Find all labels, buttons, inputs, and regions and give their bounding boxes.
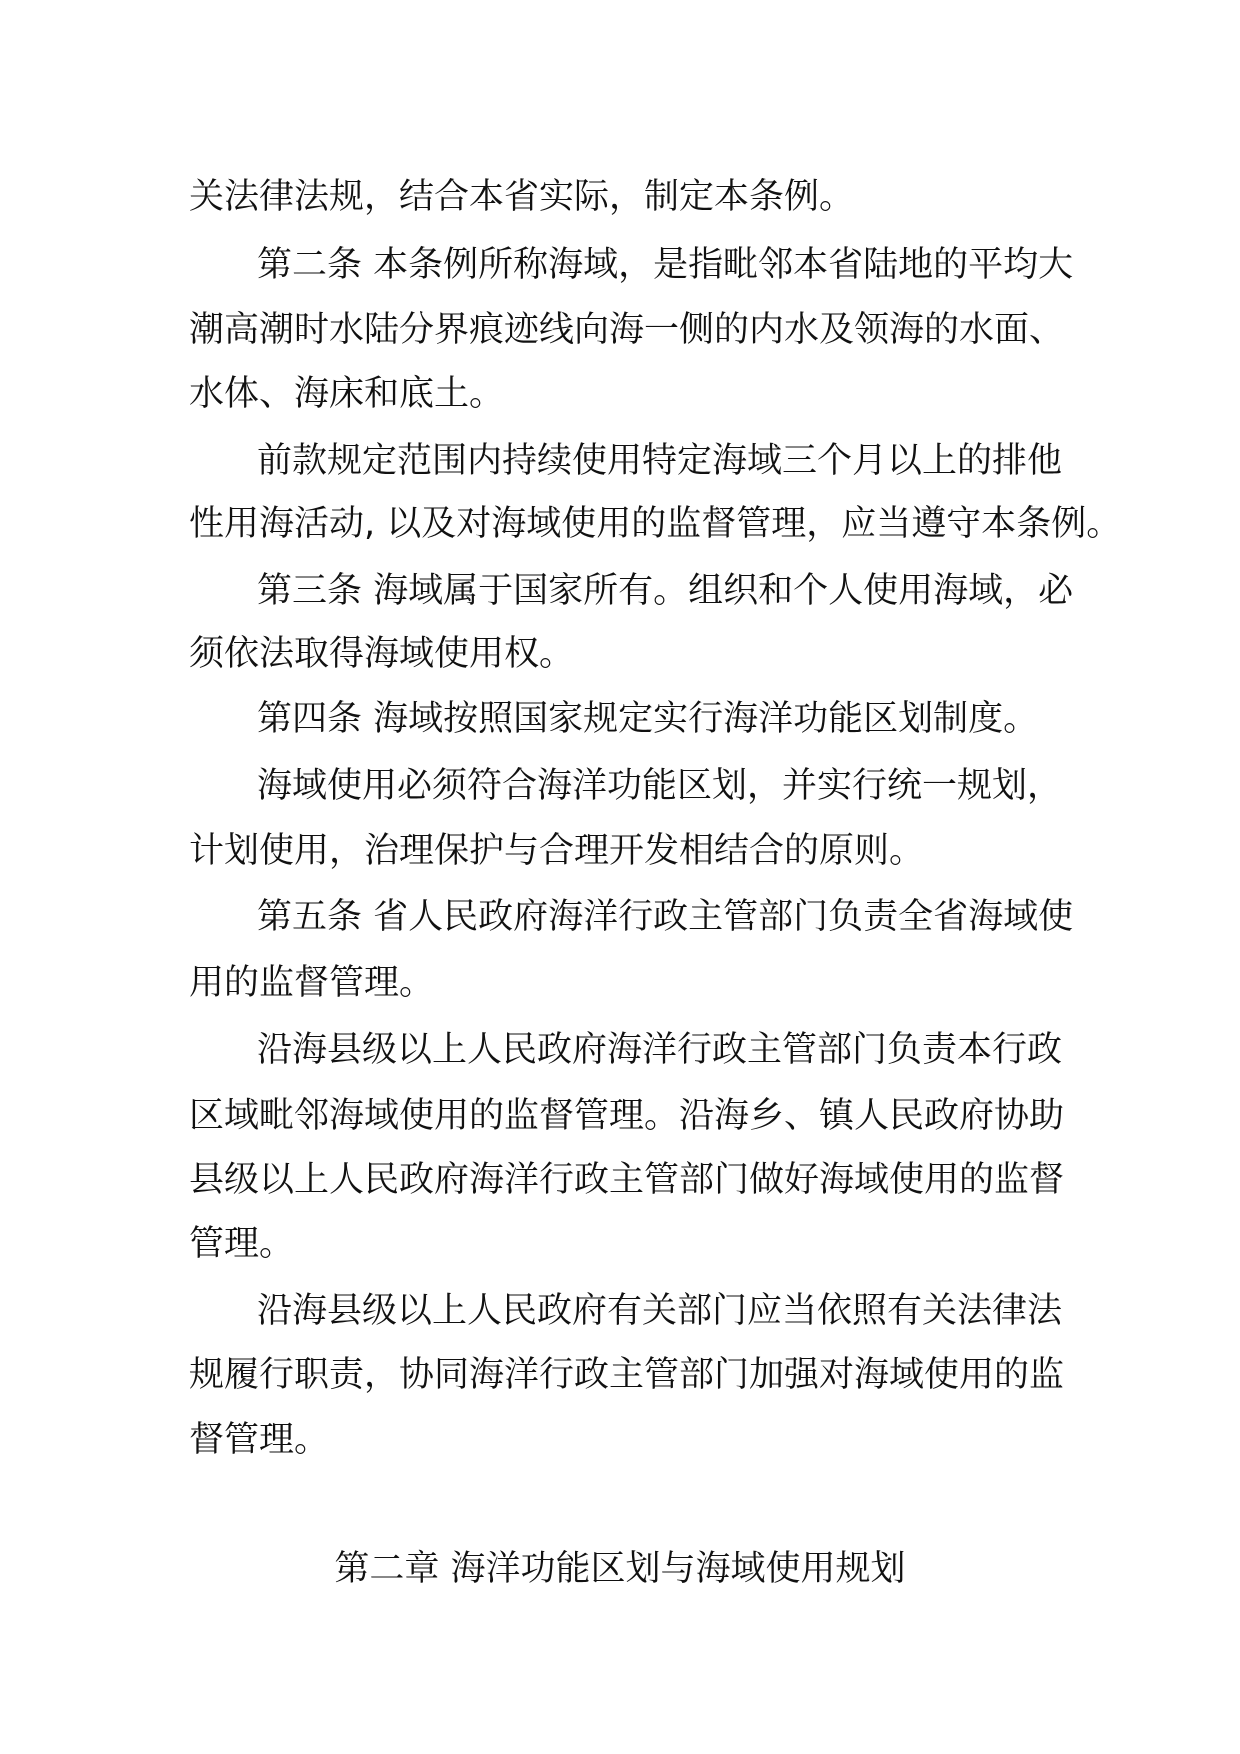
- paragraph-line: 沿海县级以上人民政府有关部门应当依照有关法律法: [257, 1291, 1063, 1331]
- paragraph-line: 关法律法规，结合本省实际，制定本条例。: [189, 177, 855, 217]
- chapter-heading: 第二章 海洋功能区划与海域使用规划: [334, 1549, 906, 1589]
- paragraph-line: 区域毗邻海域使用的监督管理。沿海乡、镇人民政府协助: [189, 1096, 1065, 1136]
- paragraph-line: 水体、海床和底土。: [189, 374, 505, 414]
- paragraph-line: 前款规定范围内持续使用特定海域三个月以上的排他: [257, 441, 1063, 481]
- paragraph-line: 第二条 本条例所称海域，是指毗邻本省陆地的平均大: [257, 245, 1074, 285]
- paragraph-line: 县级以上人民政府海洋行政主管部门做好海域使用的监督: [189, 1160, 1065, 1200]
- paragraph-line: 第五条 省人民政府海洋行政主管部门负责全省海域使: [257, 897, 1074, 937]
- paragraph-line: 海域使用必须符合海洋功能区划，并实行统一规划，: [257, 766, 1063, 806]
- paragraph-line: 第三条 海域属于国家所有。组织和个人使用海域，必: [257, 571, 1074, 611]
- paragraph-line: 性用海活动, 以及对海域使用的监督管理，应当遵守本条例。: [189, 504, 1122, 544]
- paragraph-line: 督管理。: [189, 1420, 330, 1460]
- paragraph-line: 用的监督管理。: [189, 963, 435, 1003]
- paragraph-line: 沿海县级以上人民政府海洋行政主管部门负责本行政: [257, 1030, 1063, 1070]
- paragraph-line: 潮高潮时水陆分界痕迹线向海一侧的内水及领海的水面、: [189, 310, 1065, 350]
- paragraph-line: 须依法取得海域使用权。: [189, 634, 575, 674]
- paragraph-line: 计划使用，治理保护与合理开发相结合的原则。: [189, 831, 925, 871]
- paragraph-line: 第四条 海域按照国家规定实行海洋功能区划制度。: [257, 699, 1039, 739]
- paragraph-line: 管理。: [189, 1224, 295, 1264]
- paragraph-line: 规履行职责，协同海洋行政主管部门加强对海域使用的监: [189, 1355, 1065, 1395]
